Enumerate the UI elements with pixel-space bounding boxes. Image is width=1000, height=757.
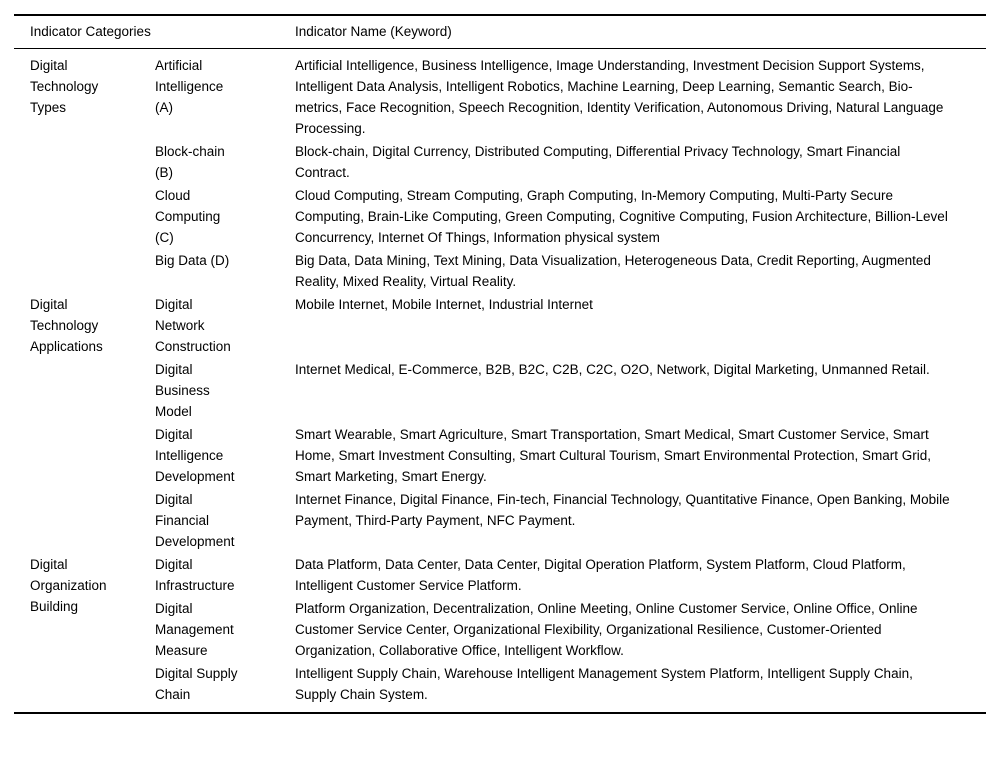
table-row (155, 184, 986, 249)
keywords-cell: Mobile Internet, Mobile Internet, Industrial Internet (295, 297, 593, 312)
table-row (155, 488, 986, 553)
group-rows (155, 54, 986, 293)
subcategory-cell: Digital Infrastructure (155, 557, 235, 593)
table-row (155, 293, 986, 358)
keywords-cell: Internet Medical, E-Commerce, B2B, B2C, C2B, C2C, O2O, Network, Digital Marketing, Unmanned Retail. (295, 362, 930, 377)
subcategory-cell: Digital Supply Chain (155, 666, 238, 702)
table-row (155, 249, 986, 293)
header-indicator-categories: Indicator Categories (30, 24, 151, 39)
table-header (14, 16, 986, 49)
category-cell: Digital Organization Building (30, 557, 107, 614)
keywords-cell: Smart Wearable, Smart Agriculture, Smart Transportation, Smart Medical, Smart Customer Service, Smart Home, Smart Investment Consulting, Smart Cultural Tourism, Smart Environmental Protection, Smart Grid, Smart Marketing, Smart Energy. (295, 427, 931, 484)
subcategory-cell: Cloud Computing (C) (155, 188, 221, 245)
group-rows (155, 293, 986, 553)
keywords-cell: Block-chain, Digital Currency, Distributed Computing, Differential Privacy Technology, Smart Financial Contract. (295, 144, 901, 180)
category-cell: Digital Technology Types (30, 58, 99, 115)
group-rows (155, 553, 986, 706)
keywords-cell: Cloud Computing, Stream Computing, Graph Computing, In-Memory Computing, Multi-Party Secure Computing, Brain-Like Computing, Green Computing, Cognitive Computing, Fusion Architecture, Billion-Level Concurrency, Internet Of Things, Information physical system (295, 188, 948, 245)
keywords-cell: Intelligent Supply Chain, Warehouse Intelligent Management System Platform, Intelligent Supply Chain, Supply Chain System. (295, 666, 913, 702)
table-row (155, 662, 986, 706)
subcategory-cell: Big Data (D) (155, 253, 230, 268)
table-row (155, 54, 986, 140)
table-row (155, 597, 986, 662)
subcategory-cell: Digital Business Model (155, 362, 210, 419)
keywords-cell: Internet Finance, Digital Finance, Fin-tech, Financial Technology, Quantitative Finance, Open Banking, Mobile Payment, Third-Party Payment, NFC Payment. (295, 492, 950, 528)
subcategory-cell: Digital Network Construction (155, 297, 231, 354)
table-group-digital-technology-applications (14, 293, 986, 553)
table-group-digital-technology-types (14, 54, 986, 293)
table-row (155, 423, 986, 488)
subcategory-cell: Digital Financial Development (155, 492, 235, 549)
subcategory-cell: Digital Management Measure (155, 601, 234, 658)
table-row (155, 140, 986, 184)
table-row (155, 358, 986, 423)
table-group-digital-organization-building (14, 553, 986, 706)
subcategory-cell: Block-chain (B) (155, 144, 225, 180)
subcategory-cell: Digital Intelligence Development (155, 427, 235, 484)
keywords-cell: Data Platform, Data Center, Data Center, Digital Operation Platform, System Platform, Cloud Platform, Intelligent Customer Service Platform. (295, 557, 906, 593)
table-row (155, 553, 986, 597)
category-cell: Digital Technology Applications (30, 297, 103, 354)
table-body (14, 49, 986, 712)
keywords-cell: Big Data, Data Mining, Text Mining, Data Visualization, Heterogeneous Data, Credit Reporting, Augmented Reality, Mixed Reality, Virtual Reality. (295, 253, 931, 289)
subcategory-cell: Artificial Intelligence (A) (155, 58, 224, 115)
indicator-table (14, 14, 986, 714)
keywords-cell: Artificial Intelligence, Business Intelligence, Image Understanding, Investment Decision Support Systems, Intelligent Data Analysis, Intelligent Robotics, Machine Learning, Deep Learning, Semantic Search, Bio-metrics, Face Recognition, Speech Recognition, Identity Verification, Autonomous Driving, Natural Language Processing. (295, 58, 944, 136)
header-indicator-name: Indicator Name (Keyword) (295, 24, 452, 39)
keywords-cell: Platform Organization, Decentralization, Online Meeting, Online Customer Service, Online Office, Online Customer Service Center, Organizational Flexibility, Organizational Resilience, Customer-Oriented Organization, Collaborative Office, Intelligent Workflow. (295, 601, 918, 658)
